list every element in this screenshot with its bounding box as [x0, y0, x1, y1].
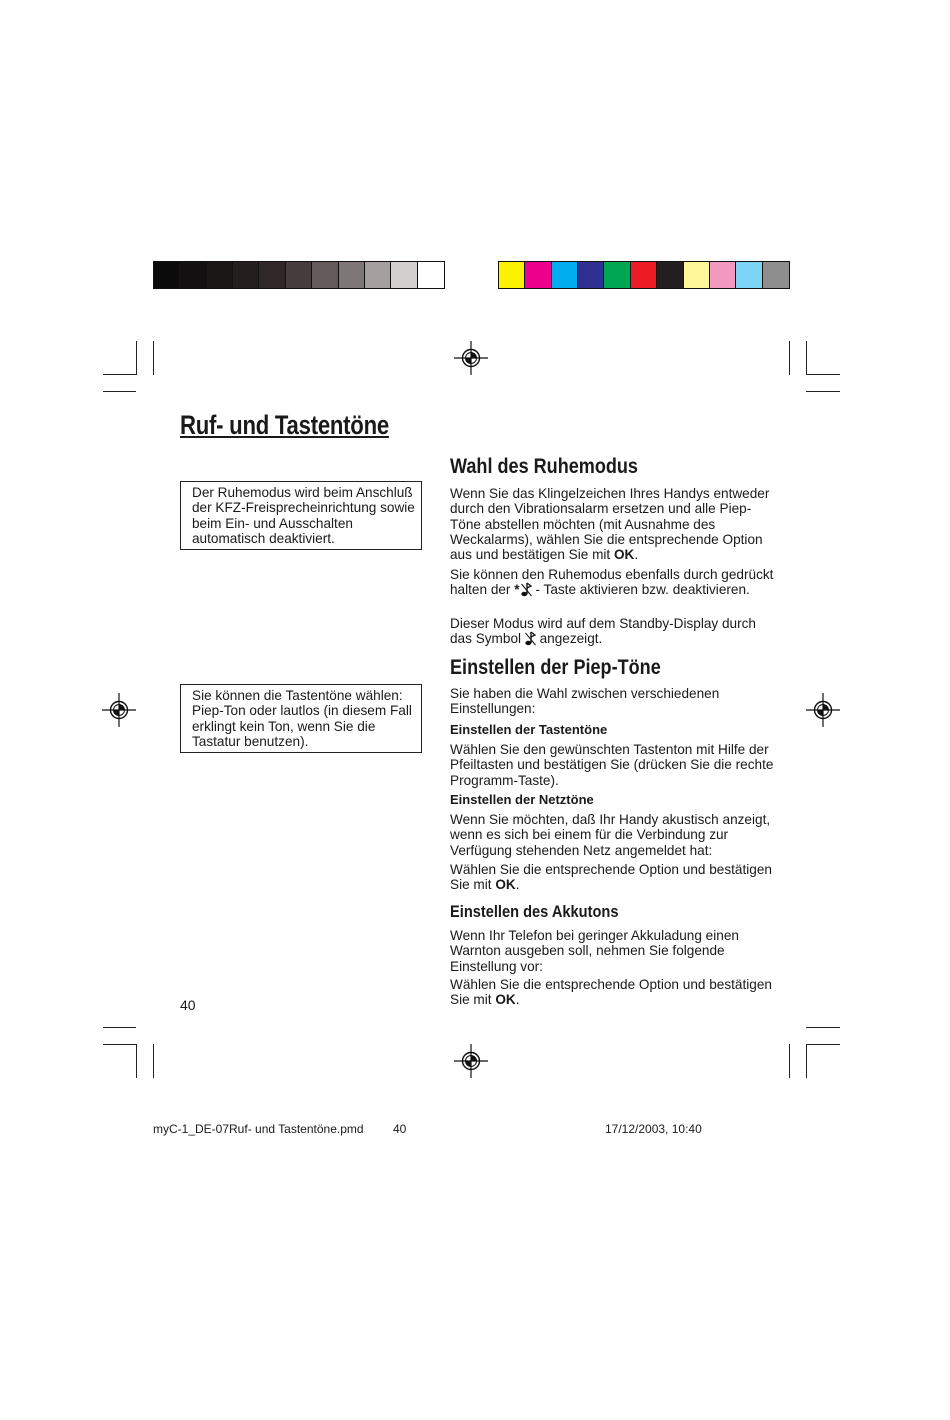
paragraph-netztoene-confirm: [450, 862, 780, 893]
color-swatch: [604, 262, 630, 288]
footer-page: 40: [393, 1122, 407, 1136]
note-box-ruhemodus: Der Ruhemodus wird beim Anschluß der KFZ-Freisprecheinrichtung sowie beim Ein- und Ausschalten automatisch deaktiviert.: [180, 481, 422, 550]
color-calibration-bar: [498, 261, 790, 289]
paragraph-text: Wählen Sie die entsprechende Option und bestätigen Sie mit: [450, 862, 772, 893]
color-swatch: [684, 262, 710, 288]
color-swatch: [391, 262, 417, 288]
color-swatch: [339, 262, 365, 288]
paragraph-ruhemodus-intro: [450, 486, 780, 562]
ok-key-label: OK: [495, 877, 516, 893]
page-title: Ruf- und Tastentöne: [180, 410, 389, 440]
paragraph-netztoene: Wenn Sie möchten, daß Ihr Handy akustisch anzeigt, wenn es sich bei einem für die Verbindung zur Verfügung stehenden Netz angemeldet hat:: [450, 812, 771, 858]
color-swatch: [259, 262, 285, 288]
paragraph-ruhemodus-key: [450, 567, 780, 598]
crop-mark: [103, 391, 136, 392]
crop-mark: [806, 391, 840, 392]
color-swatch: [710, 262, 736, 288]
crop-mark: [806, 341, 807, 375]
paragraph-akkuton: Wenn Ihr Telefon bei geringer Akkuladung einen Warnton ausgeben soll, nehmen Sie folgende Einstellung vor:: [450, 928, 739, 974]
paragraph-text: Wählen Sie die entsprechende Option und bestätigen Sie mit: [450, 977, 772, 1008]
section-heading-akkuton: Einstellen des Akkutons: [450, 902, 619, 921]
registration-mark-icon: [454, 1044, 488, 1078]
section-heading-wahl-ruhemodus: Wahl des Ruhemodus: [450, 455, 638, 478]
crop-mark: [103, 1044, 136, 1045]
registration-mark-icon: [454, 341, 488, 375]
color-swatch: [365, 262, 391, 288]
subheading-netztoene: Einstellen der Netztöne: [450, 792, 594, 807]
registration-mark-icon: [806, 693, 840, 727]
color-swatch: [631, 262, 657, 288]
section-heading-piep-toene: Einstellen der Piep-Töne: [450, 656, 661, 679]
crop-mark: [806, 374, 840, 375]
crop-mark: [136, 1044, 137, 1078]
paragraph-tastentoene: Wählen Sie den gewünschten Tastenton mit Hilfe der Pfeiltasten und bestätigen Sie (drücken Sie die rechte Programm-Taste).: [450, 742, 774, 788]
color-swatch: [418, 262, 444, 288]
note-box-tastentoene: Sie können die Tastentöne wählen: Piep-Ton oder lautlos (in diesem Fall erklingt kein Ton, wenn Sie die Tastatur benutzen).: [180, 684, 422, 753]
subheading-tastentoene: Einstellen der Tastentöne: [450, 722, 608, 737]
paragraph-text: angezeigt.: [535, 631, 603, 647]
crop-mark: [806, 1044, 840, 1045]
ok-key-label: OK: [495, 992, 516, 1008]
color-swatch: [233, 262, 259, 288]
registration-mark-icon: [102, 693, 136, 727]
paragraph-ruhemodus-symbol: [450, 616, 780, 647]
crop-mark: [806, 1044, 807, 1078]
paragraph-text: .: [515, 877, 520, 893]
color-swatch: [312, 262, 338, 288]
crop-mark: [103, 374, 136, 375]
color-swatch: [552, 262, 578, 288]
color-swatch: [578, 262, 604, 288]
paragraph-text: .: [515, 992, 520, 1008]
crop-mark: [153, 341, 154, 375]
grayscale-calibration-bar: [153, 261, 445, 289]
color-swatch: [499, 262, 525, 288]
color-swatch: [525, 262, 551, 288]
color-swatch: [657, 262, 683, 288]
color-swatch: [286, 262, 312, 288]
paragraph-text: Dieser Modus wird auf dem Standby-Display durch das Symbol: [450, 616, 756, 647]
footer-filename: myC-1_DE-07Ruf- und Tastentöne.pmd: [153, 1122, 364, 1136]
ok-key-label: OK: [613, 547, 635, 563]
paragraph-text: Wenn Sie das Klingelzeichen Ihres Handys entweder durch den Vibrationsalarm ersetzen und alle Piep-Töne abstellen möchten (mit Ausnahme des Weckalarms), wählen Sie die entsprechende Option aus und bestätigen Sie mit: [450, 486, 770, 563]
color-swatch: [154, 262, 180, 288]
paragraph-text: .: [634, 547, 639, 563]
color-swatch: [207, 262, 233, 288]
crop-mark: [103, 1027, 136, 1028]
crop-mark: [789, 341, 790, 375]
paragraph-piep-intro: Sie haben die Wahl zwischen verschiedenen Einstellungen:: [450, 686, 720, 717]
star-key-label: *: [514, 582, 520, 598]
paragraph-text: - Taste aktivieren bzw. deaktivieren.: [531, 582, 750, 598]
page-number: 40: [180, 997, 196, 1013]
paragraph-akkuton-confirm: [450, 977, 780, 1008]
crop-mark: [806, 1027, 840, 1028]
color-swatch: [180, 262, 206, 288]
crop-mark: [153, 1044, 154, 1078]
silent-mode-note-icon: [525, 631, 536, 646]
crop-mark: [136, 341, 137, 375]
paragraph-text: Sie können den Ruhemodus ebenfalls durch gedrückt halten der: [450, 567, 774, 598]
color-swatch: [763, 262, 789, 288]
color-swatch: [736, 262, 762, 288]
crop-mark: [789, 1044, 790, 1078]
silent-mode-note-icon: [521, 582, 532, 597]
footer-datetime: 17/12/2003, 10:40: [605, 1122, 702, 1136]
